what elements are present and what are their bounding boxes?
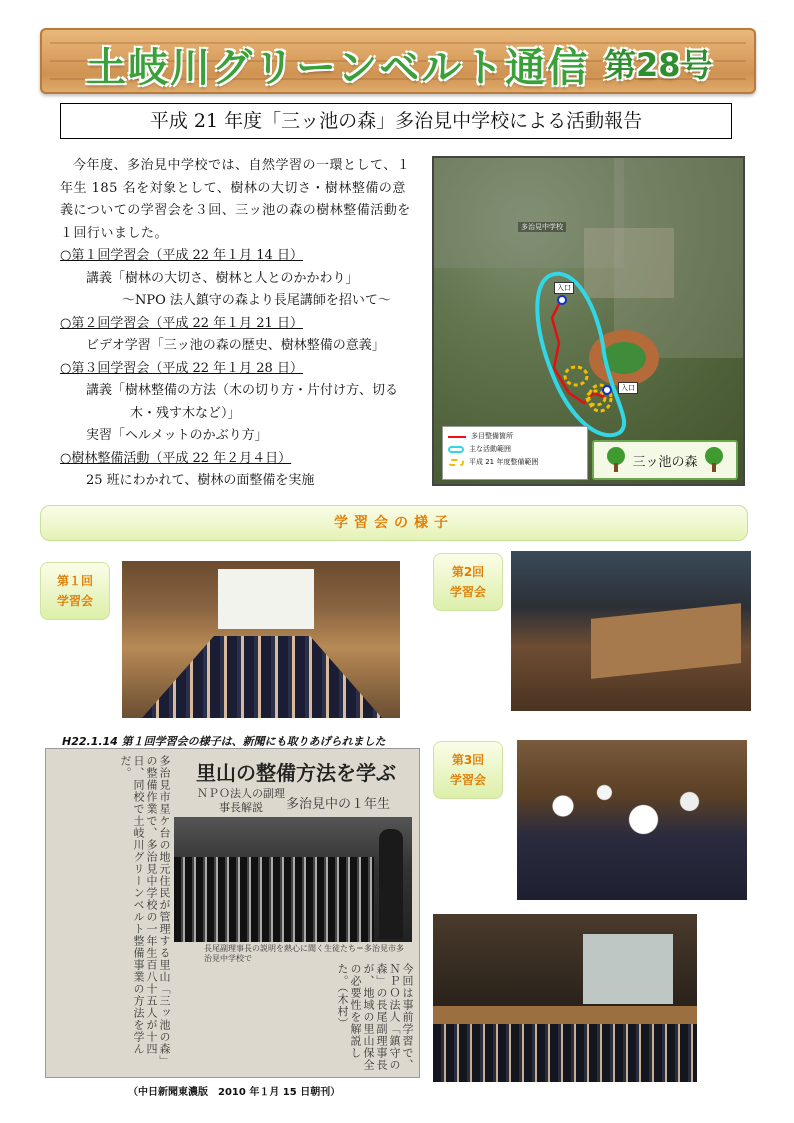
maintenance-zone [565, 367, 587, 385]
classroom-desk [591, 603, 741, 679]
session-2-line: ビデオ学習「三ッ池の森の歴史、樹林整備の意義」 [86, 338, 385, 353]
students-seated [142, 636, 382, 718]
newspaper-subheading: ＮＰＯ法人の副理事長解説 [197, 787, 285, 814]
session-3-label: 第3回 学習会 [433, 741, 503, 799]
activity-line: 25 班にわかれて、樹林の面整備を実施 [86, 473, 315, 488]
newspaper-credit: （中日新聞東濃版 2010 年１月 15 日朝刊） [128, 1087, 341, 1098]
session-1-line: ～NPO 法人鎮守の森より長尾講師を招いて～ [122, 293, 391, 308]
aerial-map [432, 156, 745, 486]
newsletter-title: 土岐川グリーンベルト通信 [86, 45, 590, 91]
school-label: 多治見中学校 [518, 222, 566, 232]
legend-item: 多目整備箇所 [448, 430, 582, 443]
newspaper-headline: 里山の整備方法を学ぶ [196, 761, 396, 785]
session-2-title: ○第２回学習会（平成 22 年１月 21 日） [60, 315, 303, 331]
section-header: 学習会の様子 [40, 505, 748, 541]
entrance-marker [558, 296, 566, 304]
legend-item: 主な活動範囲 [448, 443, 582, 456]
newspaper-caption: H22.1.14 第１回学習会の様子は、新聞にも取りあげられました [62, 735, 386, 748]
newspaper-clipping [45, 748, 420, 1078]
entrance-label: 入口 [618, 382, 638, 394]
entrance-marker [603, 386, 611, 394]
session-3-photo [517, 740, 747, 900]
route-swatch [448, 436, 466, 438]
legend-item: 平成 21 年度整備範囲 [448, 456, 582, 469]
session-3-line: 講義「樹林整備の方法（木の切り方・片付け方、切る [86, 383, 399, 398]
school-ground [584, 228, 674, 298]
session-3-title: ○第３回学習会（平成 22 年１月 28 日） [60, 360, 303, 376]
gym-lecture-photo [433, 914, 697, 1082]
article-column: 多治見市星ケ台の地元住民が管理する里山「三ッ池の森」の整備作業で、多治見中学校の一年生百八十五人が十四日、同校で土岐川グリーンベルト整備事業の方法を学んだ。 [119, 755, 171, 1067]
article-body [60, 155, 415, 493]
speaker [379, 829, 403, 939]
session-1-line: 講義「樹林の大切さ、樹林と人とのかかわり」 [86, 270, 359, 286]
forest-name-label: 三ッ池の森 [592, 440, 738, 480]
issue-number: 第28号 [604, 46, 713, 84]
stage [433, 1006, 697, 1026]
projection-screen [583, 934, 673, 1004]
zone-swatch [448, 459, 464, 466]
tree-icon [606, 447, 626, 473]
intro-paragraph: 今年度、多治見中学校では、自然学習の一環として、１年生 185 名を対象として、樹林の大切さ・樹林整備の意義についての学習会を３回、三ッ池の森の樹林整備活動を１回行いました。 [60, 158, 411, 241]
newspaper-subheading: 多治見中の１年生 [286, 797, 391, 812]
article-headline: 平成 21 年度「三ッ池の森」多治見中学校による活動報告 [60, 103, 732, 139]
session-1-title: ○第１回学習会（平成 22 年１月 14 日） [60, 248, 303, 263]
session-2-photo [511, 551, 751, 711]
map-legend [442, 426, 588, 480]
session-2-label: 第2回 学習会 [433, 553, 503, 611]
session-3-line: 実習「ヘルメットのかぶり方」 [86, 428, 268, 443]
tree-icon [704, 447, 724, 473]
newspaper-photo-caption: 長尾副理事長の説明を熱心に聞く生徒たち＝多治見市多治見中学校で [204, 944, 404, 963]
session-1-photo [122, 561, 400, 718]
activity-title: ○樹林整備活動（平成 22 年２月４日） [60, 450, 292, 466]
students-seated [174, 857, 374, 942]
area-swatch [448, 446, 464, 453]
session-3-line: 木・残す木など）」 [130, 405, 241, 421]
helmets [517, 770, 747, 860]
projection-screen [218, 569, 314, 629]
session-1-label: 第１回 学習会 [40, 562, 110, 620]
students-seated [433, 1024, 697, 1082]
newspaper-photo [174, 817, 412, 942]
article-column: 今回は事前学習で、ＮＰＯ法人「鎮守の森」の長尾副理事長が、地域の里山保全の必要性を解説した。（木村） [336, 963, 414, 1071]
entrance-label: 入口 [554, 282, 574, 294]
